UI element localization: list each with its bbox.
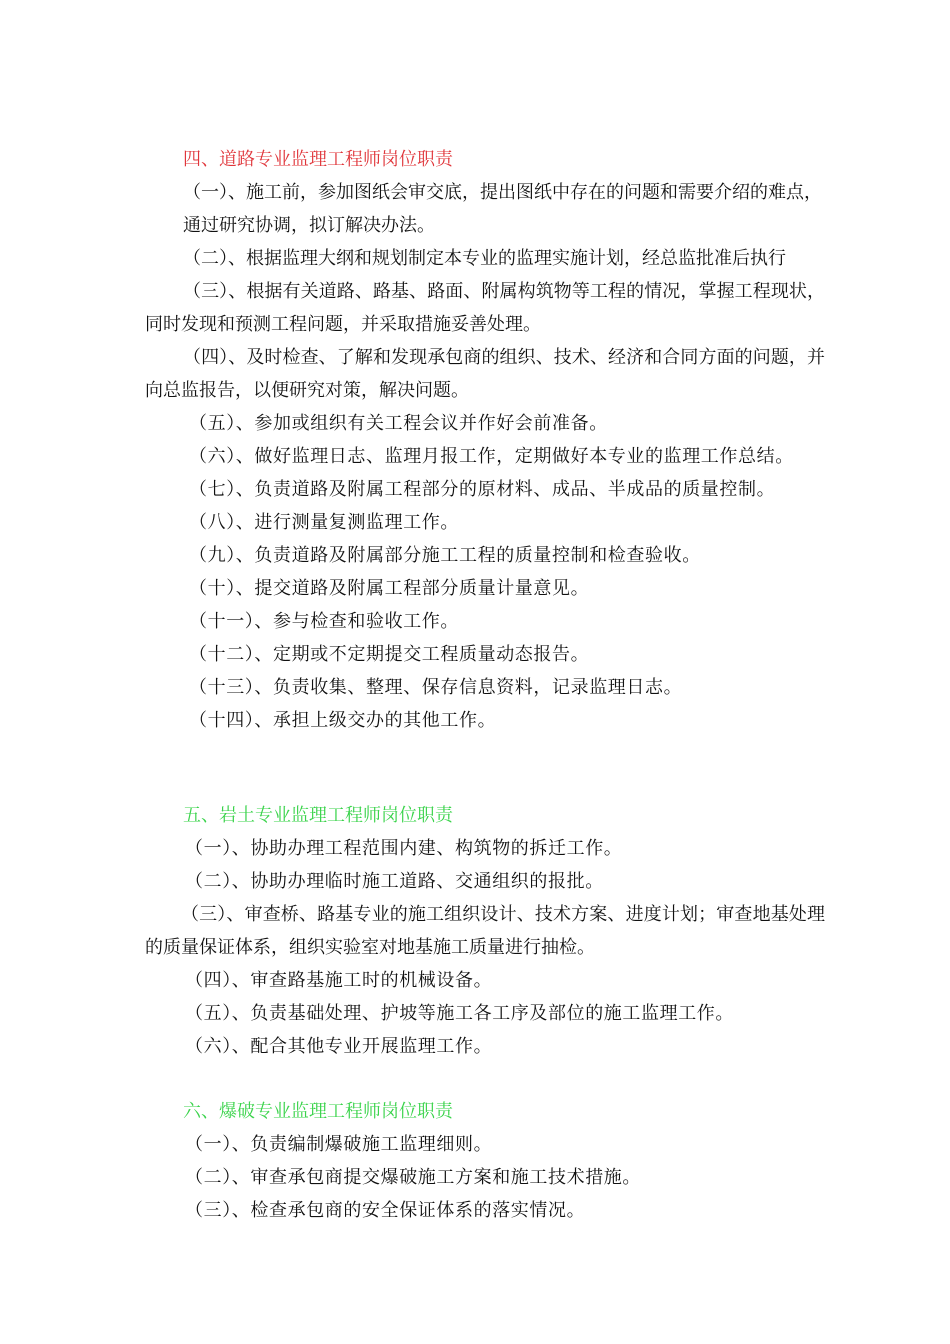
duty-item: （十四）、承担上级交办的其他工作。 <box>189 710 497 731</box>
duty-item: （三）、根据有关道路、路基、路面、附属构筑物等工程的情况，掌握工程现状，同时发现和预测工程问题，并采取措施妥善处理。 <box>145 281 825 335</box>
duty-item: （四）、审查路基施工时的机械设备。 <box>185 970 493 991</box>
section-heading: 四、道路专业监理工程师岗位职责 <box>183 149 453 170</box>
duty-item: （五）、负责基础处理、护坡等施工各工序及部位的施工监理工作。 <box>185 1003 734 1024</box>
duty-item: （十三）、负责收集、整理、保存信息资料，记录监理日志。 <box>189 677 683 698</box>
duty-item: （十一）、参与检查和验收工作。 <box>189 611 459 632</box>
duty-item: （十）、提交道路及附属工程部分质量计量意见。 <box>189 578 590 599</box>
duty-item: （六）、配合其他专业开展监理工作。 <box>185 1036 493 1057</box>
duty-item: 通过研究协调，拟订解决办法。 <box>183 215 435 236</box>
duty-item: （九）、负责道路及附属部分施工工程的质量控制和检查验收。 <box>189 545 701 566</box>
duty-item: （八）、进行测量复测监理工作。 <box>189 512 459 533</box>
section-road-engineer <box>145 143 825 737</box>
section-heading: 六、爆破专业监理工程师岗位职责 <box>183 1101 453 1122</box>
duty-item: （一）、协助办理工程范围内建、构筑物的拆迁工作。 <box>185 838 623 859</box>
duty-item: （二）、审查承包商提交爆破施工方案和施工技术措施。 <box>185 1167 641 1188</box>
duty-item: （十二）、定期或不定期提交工程质量动态报告。 <box>189 644 590 665</box>
duty-item: （三）、审查桥、路基专业的施工组织设计、技术方案、进度计划；审查地基处理的质量保证体系，组织实验室对地基施工质量进行抽检。 <box>145 904 825 958</box>
duty-item: （二）、根据监理大纲和规划制定本专业的监理实施计划，经总监批准后执行 <box>183 248 786 269</box>
duty-item: （五）、参加或组织有关工程会议并作好会前准备。 <box>189 413 608 434</box>
duty-item: （七）、负责道路及附属工程部分的原材料、成品、半成品的质量控制。 <box>189 479 776 500</box>
duty-item: （一）、负责编制爆破施工监理细则。 <box>185 1134 493 1155</box>
section-blasting-engineer <box>145 1095 825 1227</box>
duty-item: （四）、及时检查、了解和发现承包商的组织、技术、经济和合同方面的问题，并向总监报告，以便研究对策，解决问题。 <box>145 347 825 401</box>
duty-item: （三）、检查承包商的安全保证体系的落实情况。 <box>185 1200 586 1221</box>
duty-item: （一）、施工前，参加图纸会审交底，提出图纸中存在的问题和需要介绍的难点， <box>183 182 822 203</box>
duty-item: （二）、协助办理临时施工道路、交通组织的报批。 <box>185 871 604 892</box>
section-heading: 五、岩土专业监理工程师岗位职责 <box>183 805 453 826</box>
section-geotechnical-engineer <box>145 799 825 1063</box>
duty-item: （六）、做好监理日志、监理月报工作，定期做好本专业的监理工作总结。 <box>189 446 794 467</box>
